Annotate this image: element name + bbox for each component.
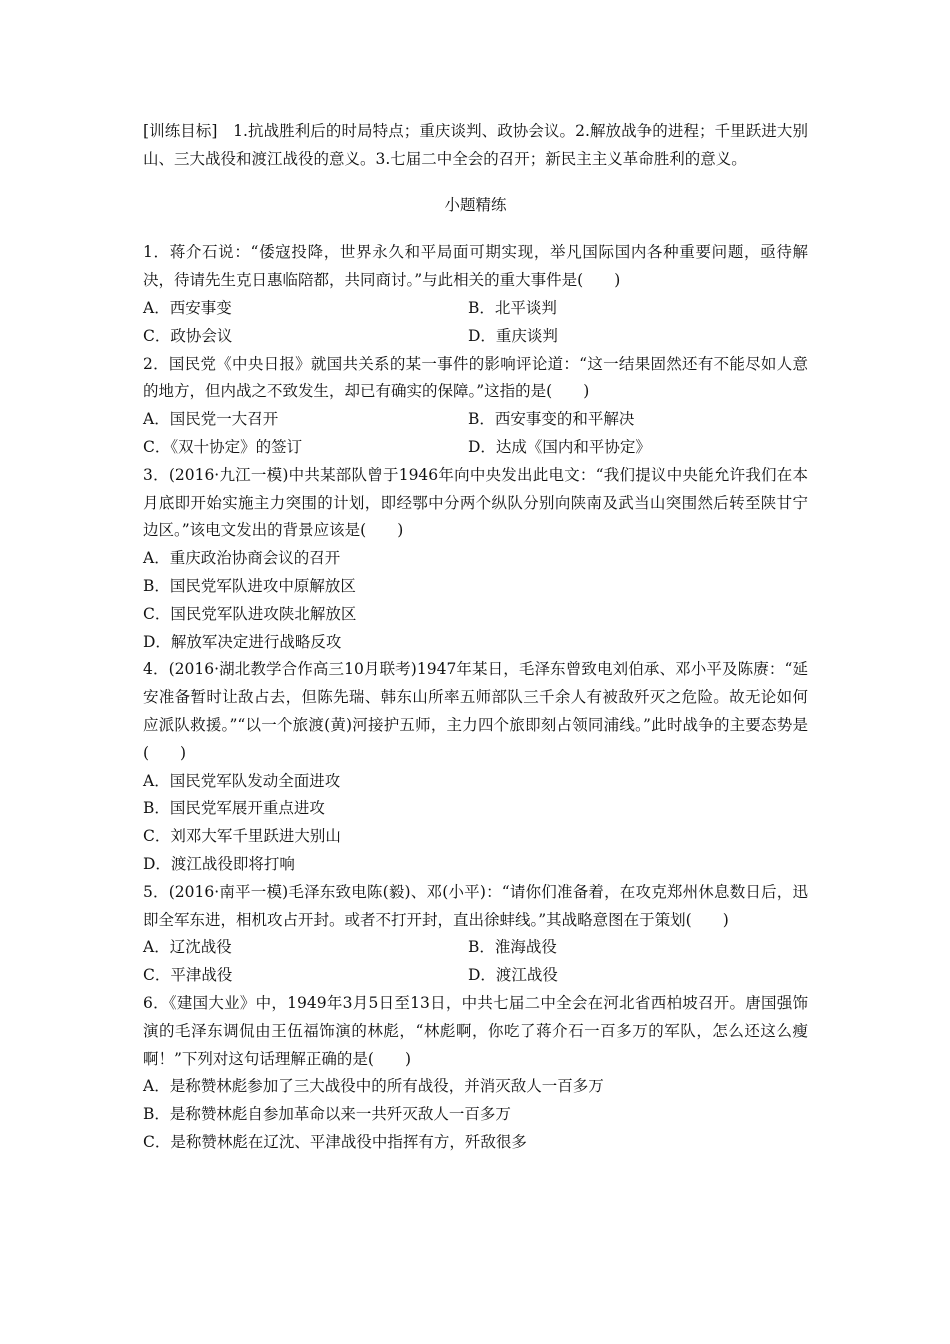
- options: [143, 1073, 808, 1156]
- option-a[interactable]: A．重庆政治协商会议的召开: [143, 549, 341, 568]
- options: [143, 295, 808, 351]
- training-goal: [训练目标] 1.抗战胜利后的时局特点；重庆谈判、政协会议。2.解放战争的进程；千里跃进大别山、三大战役和渡江战役的意义。3.七届二中全会的召开；新民主主义革命胜利的意义。: [143, 122, 808, 168]
- option-c[interactable]: C．平津战役: [143, 966, 233, 985]
- document-page: [143, 118, 808, 1157]
- section-title: 小题精练: [444, 195, 507, 214]
- option-d[interactable]: D．达成《国内和平协定》: [468, 437, 651, 456]
- option-b[interactable]: B．国民党军展开重点进攻: [143, 799, 325, 818]
- question-stem: 1．蒋介石说：“倭寇投降，世界永久和平局面可期实现，举凡国际国内各种重要问题，亟待解决，待请先生克日惠临陪都，共同商讨。”与此相关的重大事件是( ): [143, 243, 808, 290]
- option-a[interactable]: A．国民党军队发动全面进攻: [143, 771, 341, 790]
- option-a[interactable]: A．是称赞林彪参加了三大战役中的所有战役，并消灭敌人一百多万: [143, 1077, 604, 1096]
- option-b[interactable]: B．北平谈判: [468, 298, 557, 317]
- option-d[interactable]: D．解放军决定进行战略反攻: [143, 632, 342, 651]
- question-1: [143, 239, 808, 350]
- option-c[interactable]: C．《双十协定》的签订: [143, 437, 303, 456]
- option-d[interactable]: D．渡江战役即将打响: [143, 854, 295, 873]
- option-a[interactable]: A．辽沈战役: [143, 938, 232, 957]
- option-a[interactable]: A．西安事变: [143, 298, 232, 317]
- options: [143, 934, 808, 990]
- question-3: [143, 462, 808, 657]
- option-b[interactable]: B．国民党军队进攻中原解放区: [143, 576, 356, 595]
- options: [143, 768, 808, 879]
- question-stem: 5．(2016·南平一模)毛泽东致电陈(毅)、邓(小平)：“请你们准备着，在攻克郑州休息数日后，迅即全军东进，相机攻占开封。或者不打开封，直出徐蚌线。”其战略意图在于策划( ): [143, 882, 808, 929]
- question-2: [143, 351, 808, 462]
- option-c[interactable]: C．政协会议: [143, 326, 233, 345]
- option-a[interactable]: A．国民党一大召开: [143, 410, 279, 429]
- question-stem: 3．(2016·九江一模)中共某部队曾于1946年向中央发出此电文：“我们提议中央能允许我们在本月底即开始实施主力突围的计划，即经鄂中分两个纵队分别向陕南及武当山突围然后转至陕甘宁边区。”该电文发出的背景应该是( ): [143, 465, 808, 540]
- options: [143, 545, 808, 656]
- option-b[interactable]: B．淮海战役: [468, 938, 557, 957]
- option-d[interactable]: D．渡江战役: [468, 966, 558, 985]
- question-stem: 6．《建国大业》中，1949年3月5日至13日，中共七届二中全会在河北省西柏坡召开。唐国强饰演的毛泽东调侃由王伍福饰演的林彪，“林彪啊，你吃了蒋介石一百多万的军队，怎么还这么瘦啊！”下列对这句话理解正确的是( ): [143, 993, 808, 1068]
- question-6: [143, 990, 808, 1157]
- question-stem: 4．(2016·湖北教学合作高三10月联考)1947年某日，毛泽东曾致电刘伯承、邓小平及陈赓：“延安准备暂时让敌占去，但陈先瑞、韩东山所率五师部队三千余人有被敌歼灭之危险。故无论如何应派队救援。”“以一个旅渡(黄)河接护五师，主力四个旅即刻占领同浦线。”此时战争的主要态势是( ): [143, 660, 808, 762]
- option-c[interactable]: C．刘邓大军千里跃进大别山: [143, 827, 341, 846]
- option-b[interactable]: B．西安事变的和平解决: [468, 410, 635, 429]
- option-b[interactable]: B．是称赞林彪自参加革命以来一共歼灭敌人一百多万: [143, 1105, 511, 1124]
- question-stem: 2．国民党《中央日报》就国共关系的某一事件的影响评论道：“这一结果固然还有不能尽如人意的地方，但内战之不致发生，却已有确实的保障。”这指的是( ): [143, 354, 808, 401]
- options: [143, 406, 808, 462]
- question-4: [143, 656, 808, 878]
- option-d[interactable]: D．重庆谈判: [468, 326, 558, 345]
- option-c[interactable]: C．是称赞林彪在辽沈、平津战役中指挥有方，歼敌很多: [143, 1132, 527, 1151]
- option-c[interactable]: C．国民党军队进攻陕北解放区: [143, 604, 357, 623]
- question-5: [143, 879, 808, 990]
